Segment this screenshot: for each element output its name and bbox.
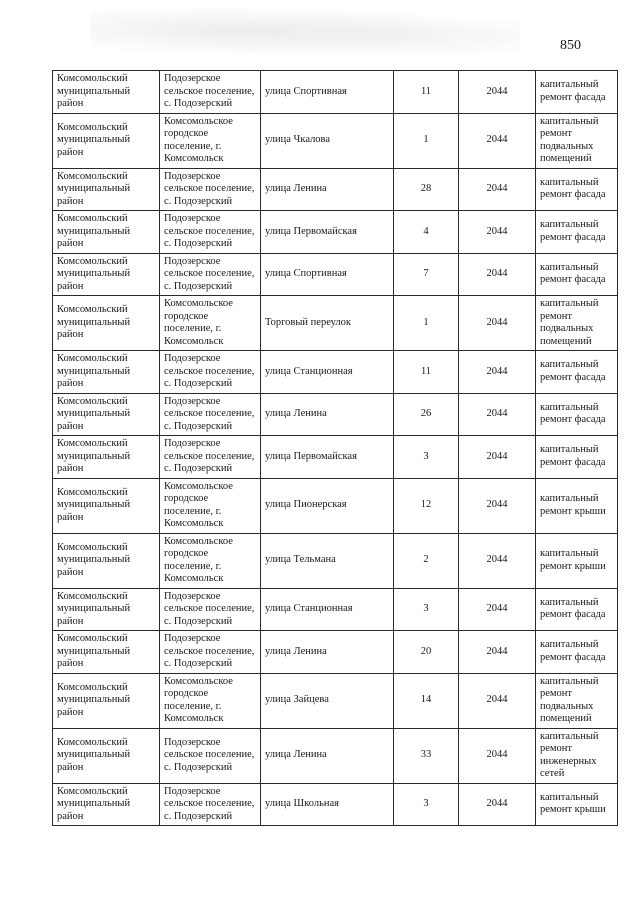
year-cell bbox=[459, 533, 536, 588]
year-cell-text: 2044 bbox=[486, 603, 508, 614]
work-type-cell bbox=[536, 436, 618, 479]
settlement-cell bbox=[160, 631, 261, 674]
house-number-cell-text: 1 bbox=[423, 134, 429, 146]
work-type-cell-text: капитальный ремонт фасада bbox=[540, 79, 606, 103]
year-cell bbox=[459, 113, 536, 168]
page-number: 850 bbox=[560, 38, 581, 53]
settlement-cell-text: Комсомольское городское поселение, г. Комсомольск bbox=[164, 298, 233, 347]
district-cell-text: Комсомольский муниципальный район bbox=[57, 486, 131, 523]
street-cell bbox=[261, 113, 394, 168]
work-type-cell bbox=[536, 588, 618, 631]
house-number-cell bbox=[394, 728, 459, 783]
settlement-cell bbox=[160, 71, 261, 114]
district-cell-text: Комсомольский муниципальный район bbox=[57, 304, 131, 341]
house-number-cell-text: 2 bbox=[423, 554, 429, 566]
street-cell bbox=[261, 351, 394, 394]
work-type-cell-text: капитальный ремонт фасада bbox=[540, 639, 606, 663]
settlement-cell-text: Подозерское сельское поселение, с. Подозерский bbox=[164, 395, 255, 432]
district-cell-text: Комсомольский муниципальный район bbox=[57, 170, 131, 207]
settlement-cell-text: Подозерское сельское поселение, с. Подозерский bbox=[164, 213, 255, 249]
settlement-cell-text: Подозерское сельское поселение, с. Подозерский bbox=[164, 633, 255, 669]
settlement-cell bbox=[160, 533, 261, 588]
house-number-cell-text: 11 bbox=[420, 85, 432, 97]
street-cell bbox=[261, 296, 394, 351]
district-cell bbox=[53, 631, 160, 674]
district-cell-text: Комсомольский муниципальный район bbox=[57, 785, 131, 822]
year-cell bbox=[459, 783, 536, 826]
street-cell-text: улица Спортивная bbox=[265, 268, 347, 279]
house-number-cell bbox=[394, 478, 459, 533]
settlement-cell-text: Подозерское сельское поселение, с. Подозерский bbox=[164, 73, 255, 109]
district-cell bbox=[53, 253, 160, 296]
district-cell bbox=[53, 728, 160, 783]
district-cell-text: Комсомольский муниципальный район bbox=[57, 353, 131, 389]
settlement-cell-text: Комсомольское городское поселение, г. Комсомольск bbox=[164, 115, 233, 164]
settlement-cell bbox=[160, 783, 261, 826]
street-cell-text: улица Ленина bbox=[265, 749, 327, 761]
table-row bbox=[53, 783, 618, 826]
street-cell-text: улица Первомайская bbox=[265, 225, 357, 237]
work-type-cell-text: капитальный ремонт крыши bbox=[540, 791, 606, 816]
street-cell-text: улица Тельмана bbox=[265, 554, 336, 566]
year-cell bbox=[459, 478, 536, 533]
year-cell bbox=[459, 631, 536, 674]
district-cell-text: Комсомольский муниципальный район bbox=[57, 73, 131, 109]
settlement-cell-text: Комсомольское городское поселение, г. Комсомольск bbox=[164, 480, 233, 529]
district-cell bbox=[53, 211, 160, 254]
house-number-cell-text: 4 bbox=[423, 225, 429, 237]
street-cell-text: Торговый переулок bbox=[265, 316, 351, 328]
settlement-cell bbox=[160, 351, 261, 394]
house-number-cell bbox=[394, 783, 459, 826]
table-row bbox=[53, 351, 618, 394]
settlement-cell-text: Подозерское сельское поселение, с. Подозерский bbox=[164, 170, 255, 207]
street-cell-text: улица Ленина bbox=[265, 408, 327, 419]
district-cell-text: Комсомольский муниципальный район bbox=[57, 121, 131, 158]
year-cell-text: 2044 bbox=[486, 268, 508, 279]
registry-table bbox=[52, 70, 618, 826]
settlement-cell-text: Подозерское сельское поселение, с. Подозерский bbox=[164, 785, 255, 822]
district-cell bbox=[53, 296, 160, 351]
street-cell-text: улица Зайцева bbox=[265, 694, 329, 706]
house-number-cell bbox=[394, 588, 459, 631]
work-type-cell-text: капитальный ремонт подвальных помещений bbox=[540, 115, 599, 164]
settlement-cell bbox=[160, 253, 261, 296]
house-number-cell-text: 20 bbox=[420, 645, 432, 657]
table-row bbox=[53, 211, 618, 254]
year-cell-text: 2044 bbox=[486, 408, 508, 419]
street-cell-text: улица Пионерская bbox=[265, 499, 347, 511]
year-cell-text: 2044 bbox=[486, 134, 508, 146]
street-cell-text: улица Первомайская bbox=[265, 450, 357, 462]
work-type-cell-text: капитальный ремонт крыши bbox=[540, 493, 606, 517]
settlement-cell bbox=[160, 673, 261, 728]
work-type-cell-text: капитальный ремонт фасада bbox=[540, 359, 606, 383]
district-cell bbox=[53, 168, 160, 211]
district-cell-text: Комсомольский муниципальный район bbox=[57, 395, 131, 432]
district-cell-text: Комсомольский муниципальный район bbox=[57, 213, 131, 249]
street-cell bbox=[261, 211, 394, 254]
year-cell bbox=[459, 588, 536, 631]
settlement-cell bbox=[160, 436, 261, 479]
house-number-cell bbox=[394, 533, 459, 588]
house-number-cell bbox=[394, 351, 459, 394]
street-cell bbox=[261, 588, 394, 631]
year-cell bbox=[459, 673, 536, 728]
table-row bbox=[53, 113, 618, 168]
street-cell-text: улица Спортивная bbox=[265, 85, 347, 97]
table-row bbox=[53, 478, 618, 533]
work-type-cell-text: капитальный ремонт крыши bbox=[540, 548, 606, 572]
year-cell-text: 2044 bbox=[486, 450, 508, 462]
settlement-cell-text: Комсомольское городское поселение, г. Комсомольск bbox=[164, 535, 233, 584]
work-type-cell-text: капитальный ремонт фасада bbox=[540, 444, 606, 468]
street-cell bbox=[261, 71, 394, 114]
district-cell bbox=[53, 783, 160, 826]
district-cell bbox=[53, 588, 160, 631]
table-row bbox=[53, 533, 618, 588]
house-number-cell-text: 3 bbox=[423, 603, 429, 614]
work-type-cell bbox=[536, 728, 618, 783]
house-number-cell-text: 26 bbox=[420, 408, 432, 419]
street-cell-text: улица Школьная bbox=[265, 798, 339, 809]
work-type-cell bbox=[536, 783, 618, 826]
year-cell bbox=[459, 168, 536, 211]
house-number-cell-text: 14 bbox=[420, 694, 432, 706]
street-cell bbox=[261, 533, 394, 588]
house-number-cell bbox=[394, 436, 459, 479]
house-number-cell bbox=[394, 168, 459, 211]
district-cell bbox=[53, 393, 160, 436]
district-cell bbox=[53, 71, 160, 114]
year-cell bbox=[459, 71, 536, 114]
street-cell-text: улица Чкалова bbox=[265, 134, 331, 146]
settlement-cell bbox=[160, 393, 261, 436]
settlement-cell bbox=[160, 588, 261, 631]
table-row bbox=[53, 728, 618, 783]
work-type-cell bbox=[536, 253, 618, 296]
house-number-cell-text: 3 bbox=[423, 798, 429, 809]
year-cell bbox=[459, 296, 536, 351]
registry-table-body bbox=[53, 71, 618, 826]
street-cell bbox=[261, 631, 394, 674]
table-row bbox=[53, 393, 618, 436]
house-number-cell bbox=[394, 253, 459, 296]
district-cell-text: Комсомольский муниципальный район bbox=[57, 681, 131, 718]
work-type-cell-text: капитальный ремонт инженерных сетей bbox=[540, 730, 599, 779]
street-cell bbox=[261, 728, 394, 783]
settlement-cell-text: Подозерское сельское поселение, с. Подозерский bbox=[164, 353, 255, 389]
district-cell-text: Комсомольский муниципальный район bbox=[57, 736, 131, 773]
district-cell bbox=[53, 673, 160, 728]
settlement-cell bbox=[160, 728, 261, 783]
work-type-cell bbox=[536, 393, 618, 436]
work-type-cell bbox=[536, 113, 618, 168]
settlement-cell-text: Подозерское сельское поселение, с. Подозерский bbox=[164, 438, 255, 474]
year-cell-text: 2044 bbox=[486, 554, 508, 566]
house-number-cell-text: 3 bbox=[423, 450, 429, 462]
settlement-cell bbox=[160, 478, 261, 533]
year-cell-text: 2044 bbox=[486, 749, 508, 761]
table-row bbox=[53, 168, 618, 211]
work-type-cell bbox=[536, 533, 618, 588]
settlement-cell bbox=[160, 168, 261, 211]
year-cell-text: 2044 bbox=[486, 365, 508, 377]
district-cell-text: Комсомольский муниципальный район bbox=[57, 438, 131, 474]
table-row bbox=[53, 253, 618, 296]
table-row bbox=[53, 436, 618, 479]
work-type-cell-text: капитальный ремонт фасада bbox=[540, 261, 606, 286]
settlement-cell-text: Комсомольское городское поселение, г. Комсомольск bbox=[164, 675, 233, 724]
year-cell bbox=[459, 728, 536, 783]
year-cell-text: 2044 bbox=[486, 225, 508, 237]
year-cell bbox=[459, 436, 536, 479]
street-cell bbox=[261, 478, 394, 533]
work-type-cell-text: капитальный ремонт подвальных помещений bbox=[540, 675, 599, 724]
table-row bbox=[53, 71, 618, 114]
street-cell-text: улица Станционная bbox=[265, 365, 353, 377]
district-cell bbox=[53, 478, 160, 533]
year-cell-text: 2044 bbox=[486, 694, 508, 706]
house-number-cell bbox=[394, 631, 459, 674]
work-type-cell-text: капитальный ремонт фасада bbox=[540, 219, 606, 243]
work-type-cell bbox=[536, 296, 618, 351]
district-cell bbox=[53, 351, 160, 394]
settlement-cell-text: Подозерское сельское поселение, с. Подозерский bbox=[164, 736, 255, 773]
house-number-cell bbox=[394, 113, 459, 168]
district-cell-text: Комсомольский муниципальный район bbox=[57, 255, 131, 292]
year-cell-text: 2044 bbox=[486, 645, 508, 657]
house-number-cell-text: 33 bbox=[420, 749, 432, 761]
street-cell bbox=[261, 783, 394, 826]
table-row bbox=[53, 588, 618, 631]
house-number-cell-text: 11 bbox=[420, 365, 432, 377]
district-cell bbox=[53, 436, 160, 479]
work-type-cell bbox=[536, 168, 618, 211]
house-number-cell-text: 7 bbox=[423, 268, 429, 279]
house-number-cell-text: 1 bbox=[423, 316, 429, 328]
year-cell bbox=[459, 253, 536, 296]
work-type-cell bbox=[536, 71, 618, 114]
district-cell bbox=[53, 113, 160, 168]
work-type-cell bbox=[536, 351, 618, 394]
district-cell bbox=[53, 533, 160, 588]
settlement-cell-text: Подозерское сельское поселение, с. Подозерский bbox=[164, 255, 255, 292]
year-cell-text: 2044 bbox=[486, 85, 508, 97]
street-cell-text: улица Станционная bbox=[265, 603, 353, 614]
year-cell-text: 2044 bbox=[486, 316, 508, 328]
street-cell-text: улица Ленина bbox=[265, 645, 327, 657]
year-cell bbox=[459, 393, 536, 436]
house-number-cell-text: 12 bbox=[420, 499, 432, 511]
street-cell bbox=[261, 393, 394, 436]
settlement-cell-text: Подозерское сельское поселение, с. Подозерский bbox=[164, 590, 255, 627]
work-type-cell bbox=[536, 631, 618, 674]
settlement-cell bbox=[160, 113, 261, 168]
table-row bbox=[53, 296, 618, 351]
year-cell-text: 2044 bbox=[486, 798, 508, 809]
work-type-cell-text: капитальный ремонт фасада bbox=[540, 596, 606, 621]
house-number-cell bbox=[394, 393, 459, 436]
house-number-cell bbox=[394, 211, 459, 254]
table-row bbox=[53, 631, 618, 674]
street-cell-text: улица Ленина bbox=[265, 183, 327, 194]
table-row bbox=[53, 673, 618, 728]
street-cell bbox=[261, 168, 394, 211]
work-type-cell-text: капитальный ремонт подвальных помещений bbox=[540, 298, 599, 347]
street-cell bbox=[261, 673, 394, 728]
street-cell bbox=[261, 253, 394, 296]
district-cell-text: Комсомольский муниципальный район bbox=[57, 590, 131, 627]
work-type-cell-text: капитальный ремонт фасада bbox=[540, 401, 606, 426]
street-cell bbox=[261, 436, 394, 479]
work-type-cell bbox=[536, 673, 618, 728]
house-number-cell bbox=[394, 296, 459, 351]
work-type-cell bbox=[536, 478, 618, 533]
settlement-cell bbox=[160, 296, 261, 351]
year-cell-text: 2044 bbox=[486, 183, 508, 194]
work-type-cell bbox=[536, 211, 618, 254]
work-type-cell-text: капитальный ремонт фасада bbox=[540, 176, 606, 201]
district-cell-text: Комсомольский муниципальный район bbox=[57, 633, 131, 669]
house-number-cell bbox=[394, 673, 459, 728]
settlement-cell bbox=[160, 211, 261, 254]
house-number-cell-text: 28 bbox=[420, 183, 432, 194]
year-cell bbox=[459, 351, 536, 394]
year-cell bbox=[459, 211, 536, 254]
house-number-cell bbox=[394, 71, 459, 114]
year-cell-text: 2044 bbox=[486, 499, 508, 511]
district-cell-text: Комсомольский муниципальный район bbox=[57, 541, 131, 578]
scan-artifact bbox=[90, 8, 520, 60]
